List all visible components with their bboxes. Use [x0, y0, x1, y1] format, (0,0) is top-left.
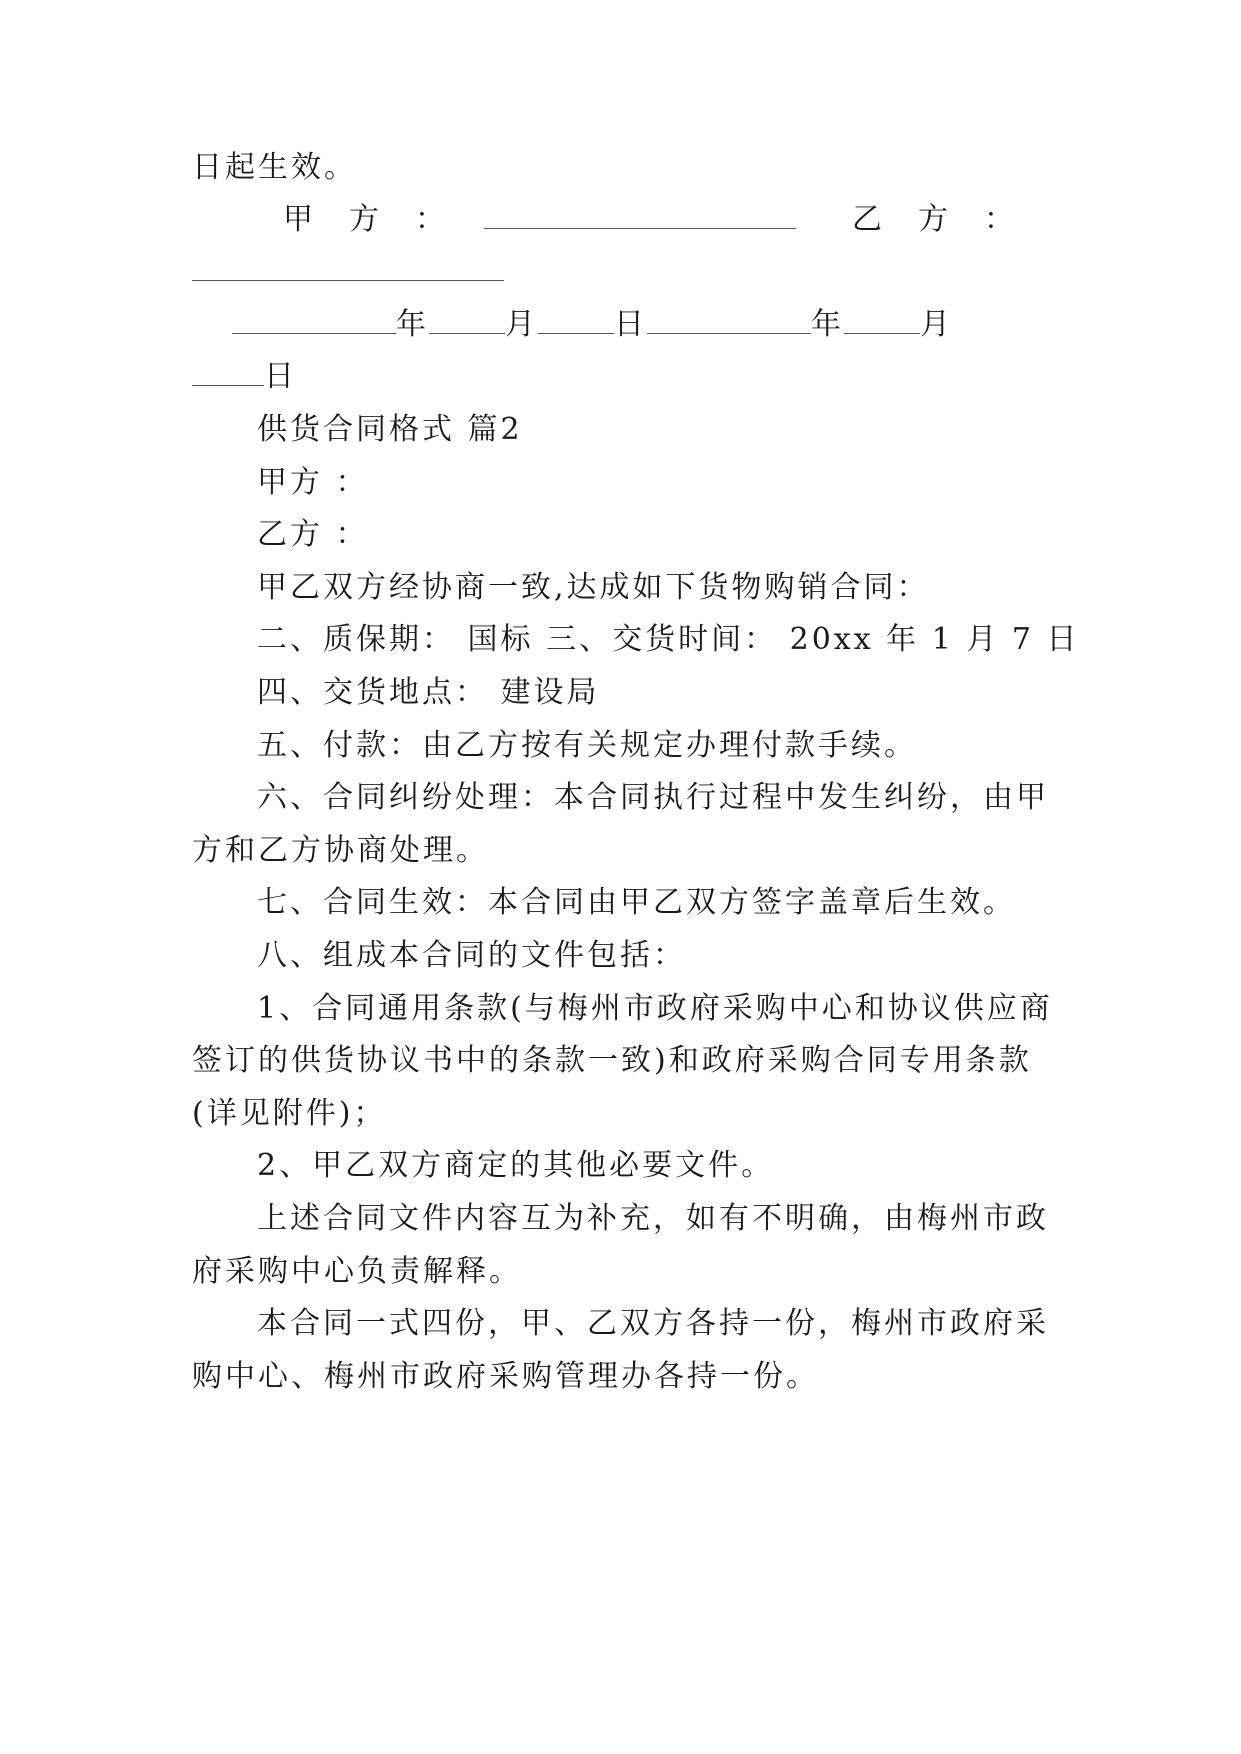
party-a-sign-label: 甲 方 ： — [283, 202, 448, 237]
supplement-line-2: 府采购中心负责解释。 — [192, 1254, 522, 1289]
year-label-b: 年 — [811, 307, 844, 342]
clause-7: 七、合同生效：本合同由甲乙双方签字盖章后生效。 — [257, 885, 1016, 920]
month-blank-b — [844, 305, 920, 334]
signature-line — [283, 200, 1153, 240]
clause-5: 五、付款：由乙方按有关规定办理付款手续。 — [257, 728, 917, 763]
month-blank-a — [429, 305, 505, 334]
supplement-line-1: 上述合同文件内容互为补充，如有不明确，由梅州市政 — [257, 1201, 1049, 1236]
day-blank-b — [192, 357, 264, 386]
party-b-line: 乙方 ： — [257, 517, 369, 552]
item-1-line-1: 1、合同通用条款(与梅州市政府采购中心和协议供应商 — [257, 991, 1053, 1026]
item-2: 2、甲乙双方商定的其他必要文件。 — [257, 1148, 775, 1183]
month-label-b: 月 — [920, 307, 953, 342]
clause-6-line-2: 方和乙方协商处理。 — [192, 833, 489, 868]
item-1-line-3: (详见附件)； — [192, 1096, 387, 1131]
day-label-a: 日 — [614, 307, 647, 342]
section-title: 供货合同格式 篇2 — [257, 412, 523, 447]
day-blank-a — [538, 305, 614, 334]
date-line-cont — [192, 357, 1062, 397]
party-b-sign-blank — [192, 252, 504, 281]
party-b-sign-blank-line — [192, 252, 1062, 292]
copies-line-2: 购中心、梅州市政府采购管理办各持一份。 — [192, 1359, 819, 1394]
party-a-sign-blank — [484, 200, 796, 229]
item-1-line-2: 签订的供货协议书中的条款一致)和政府采购合同专用条款 — [192, 1043, 1032, 1078]
day-label-b: 日 — [264, 359, 297, 394]
clause-2: 二、质保期： 国标 三、交货时间： 20xx 年 1 月 7 日 — [257, 622, 1080, 657]
month-label-a: 月 — [505, 307, 538, 342]
year-blank-a — [232, 305, 396, 334]
clause-4: 四、交货地点： 建设局 — [257, 675, 600, 710]
party-b-sign-label: 乙 方 ： — [852, 202, 1017, 237]
continuation-text: 日起生效。 — [192, 150, 357, 185]
date-line — [232, 305, 1102, 345]
year-blank-b — [647, 305, 811, 334]
party-a-line: 甲方 ： — [257, 465, 369, 500]
year-label-a: 年 — [396, 307, 429, 342]
clause-6-line-1: 六、合同纠纷处理：本合同执行过程中发生纠纷，由甲 — [257, 780, 1049, 815]
clause-8: 八、组成本合同的文件包括： — [257, 938, 686, 973]
intro-paragraph: 甲乙双方经协商一致,达成如下货物购销合同： — [257, 570, 930, 605]
copies-line-1: 本合同一式四份，甲、乙双方各持一份，梅州市政府采 — [257, 1306, 1049, 1341]
